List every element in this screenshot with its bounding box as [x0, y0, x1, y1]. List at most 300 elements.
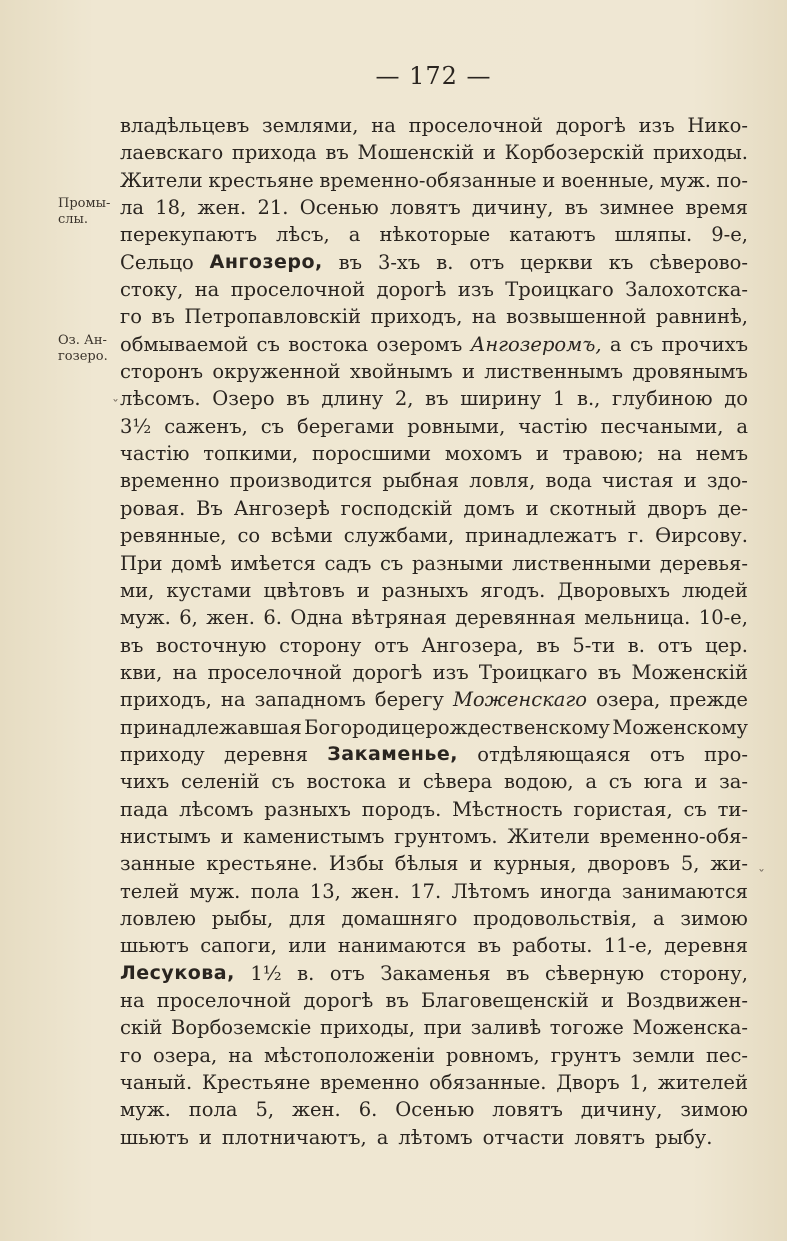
- word: чистая: [602, 469, 674, 493]
- word: военные,: [560, 168, 655, 192]
- word: бѣлыя: [394, 852, 459, 876]
- word: дорогѣ: [352, 660, 423, 684]
- word: зимнее: [599, 196, 675, 220]
- word: деревня: [224, 742, 308, 766]
- text-line: [120, 714, 748, 741]
- word: немъ: [695, 442, 748, 466]
- text-line: [120, 249, 748, 276]
- word: чаный.: [120, 1071, 193, 1095]
- text-line: [120, 522, 748, 549]
- place-name: Закаменье,: [327, 742, 458, 765]
- word: сѣверово-: [649, 250, 748, 274]
- word: Въ: [196, 496, 223, 520]
- word: рыбу.: [654, 1125, 713, 1149]
- word: мохомъ: [444, 442, 523, 466]
- word: 6,: [179, 606, 198, 630]
- word: Ангозера,: [421, 633, 524, 657]
- word: ровномъ,: [445, 1043, 540, 1067]
- text-line: [120, 741, 748, 768]
- word: 10-е,: [698, 606, 748, 630]
- word: Моженскій: [631, 660, 748, 684]
- word: Троицкаго: [478, 660, 588, 684]
- text-line: [120, 467, 748, 494]
- word: къ: [608, 250, 634, 274]
- word: домашняго: [341, 906, 458, 930]
- word: жи-: [710, 852, 748, 876]
- word: ловятъ: [574, 1125, 645, 1149]
- word: лѣсомъ: [179, 797, 254, 821]
- word: водою,: [503, 770, 574, 794]
- word: 1½: [250, 961, 282, 985]
- word: въ: [286, 387, 310, 411]
- word: а: [653, 906, 665, 930]
- word: отъ: [373, 633, 409, 657]
- word: возвышенной: [506, 305, 647, 329]
- word: и: [220, 824, 234, 848]
- text-line: [120, 112, 748, 139]
- word: дорогѣ: [303, 989, 374, 1012]
- word: 3-хъ: [377, 250, 421, 274]
- word: на: [194, 278, 220, 302]
- word: ширину: [460, 387, 542, 411]
- word: отъ: [469, 250, 505, 274]
- word: При: [120, 551, 163, 575]
- text-line: [120, 632, 748, 659]
- word: частію: [120, 442, 190, 466]
- word: до: [724, 387, 748, 411]
- word: озера,: [596, 688, 661, 712]
- word: а: [348, 223, 361, 247]
- word: про-: [704, 742, 748, 766]
- text-line: [120, 768, 748, 795]
- word: жен.: [206, 606, 255, 630]
- word: зимою: [680, 906, 748, 930]
- word: на: [228, 1043, 253, 1067]
- text-line: [120, 659, 748, 686]
- word: на: [371, 114, 396, 137]
- text-line: [120, 139, 748, 166]
- word: шьютъ: [120, 934, 189, 958]
- word: 1,: [629, 1071, 649, 1095]
- word: принадлежатъ: [465, 524, 617, 548]
- word: Одна: [290, 606, 343, 630]
- word: изъ: [432, 660, 469, 684]
- word: озеромъ: [376, 332, 463, 356]
- word: ревянные,: [120, 524, 227, 548]
- word: муж.: [660, 168, 711, 192]
- word: дорогѣ: [376, 278, 447, 302]
- word: приходу: [120, 742, 205, 766]
- word: Лѣтомъ: [451, 879, 530, 903]
- word: и: [198, 1125, 212, 1149]
- word: зимою: [680, 1098, 748, 1122]
- word: тогоже: [549, 1016, 624, 1040]
- text-line: [120, 221, 748, 248]
- word: на: [120, 989, 145, 1012]
- word: Дворъ: [556, 1071, 620, 1095]
- word: и: [356, 578, 370, 602]
- word: а: [736, 414, 748, 438]
- word: дворовъ: [587, 852, 670, 876]
- word: людей: [682, 578, 748, 602]
- word: со: [237, 524, 261, 548]
- word: въ: [385, 989, 409, 1012]
- word: ровая.: [120, 496, 186, 520]
- word: 21.: [257, 196, 289, 220]
- word: прихода: [231, 141, 317, 165]
- text-line: [120, 1042, 748, 1069]
- word: лиственнымъ: [484, 360, 623, 384]
- word: разныхъ: [264, 797, 351, 821]
- word: землями,: [262, 114, 359, 137]
- word: отдѣляющаяся: [477, 742, 631, 766]
- word: 2,: [394, 387, 414, 411]
- word: съ: [260, 414, 285, 438]
- word: травою;: [562, 442, 644, 466]
- word: и: [461, 360, 475, 384]
- word: отъ: [657, 633, 693, 657]
- word: Корбозерскій: [504, 141, 645, 165]
- word: жен.: [292, 1098, 341, 1122]
- word: и: [482, 141, 496, 165]
- word: въ: [477, 934, 501, 958]
- word: 9-е,: [711, 223, 748, 247]
- word: 18,: [155, 196, 187, 220]
- word: юга: [643, 770, 683, 794]
- word: муж.: [189, 879, 241, 903]
- word: Дворовыхъ: [557, 578, 670, 602]
- word: временно: [120, 469, 220, 493]
- word: а: [609, 332, 622, 356]
- word: на: [220, 688, 246, 712]
- text-line: [120, 796, 748, 823]
- word: го: [120, 1043, 142, 1067]
- text-line: [120, 1014, 748, 1041]
- word: муж.: [120, 1098, 171, 1122]
- word: катаютъ: [509, 223, 596, 247]
- word: ягодъ.: [480, 578, 546, 602]
- word: породъ.: [361, 797, 442, 821]
- body-text: [120, 112, 748, 1151]
- word: дичину,: [580, 1098, 663, 1122]
- word: хвойнымъ: [349, 360, 453, 384]
- text-line: [120, 495, 748, 522]
- word: прежде: [669, 688, 748, 712]
- text-line: [120, 850, 748, 877]
- word: обмываемой: [120, 332, 249, 356]
- word: жителей: [657, 1071, 748, 1095]
- word: въ: [338, 250, 363, 274]
- word: поросшими: [312, 442, 432, 466]
- word: разныхъ: [381, 578, 469, 602]
- word: продовольствія,: [473, 906, 638, 930]
- word: здо-: [706, 469, 748, 493]
- word: кустами: [166, 578, 252, 602]
- word: церкви: [520, 250, 593, 274]
- word: Благовещенскій: [421, 989, 589, 1012]
- text-line: [120, 604, 748, 631]
- word: 6.: [358, 1098, 378, 1122]
- word: Осенью: [395, 1098, 475, 1122]
- word: 13,: [309, 879, 341, 903]
- word: берегами: [297, 414, 395, 438]
- word: Избы: [328, 852, 384, 876]
- word: а: [585, 770, 597, 794]
- text-line: [120, 358, 748, 385]
- word: и: [683, 469, 697, 493]
- text-line: [120, 686, 748, 713]
- word: съ: [380, 551, 404, 575]
- word: востока: [288, 332, 369, 356]
- word: длину: [321, 387, 384, 411]
- text-line: [120, 167, 748, 194]
- word: равнинѣ,: [655, 305, 748, 329]
- word: и: [535, 442, 549, 466]
- text-line: [120, 194, 748, 221]
- word: занные: [120, 852, 196, 876]
- word: Петропавловскій: [184, 305, 362, 329]
- word: приходъ,: [370, 305, 463, 329]
- word: сторону,: [659, 961, 748, 985]
- word: 6.: [263, 606, 282, 630]
- word: проселочной: [207, 660, 343, 684]
- word: сѣвера: [422, 770, 493, 794]
- word: и: [694, 770, 708, 794]
- word: съ: [629, 332, 654, 356]
- word: гористая,: [573, 797, 673, 821]
- word: г.: [627, 524, 645, 548]
- word: стоку,: [120, 278, 184, 302]
- text-line: [120, 413, 748, 440]
- text-line: [120, 331, 748, 358]
- word: телей: [120, 879, 180, 903]
- word: и: [601, 989, 615, 1012]
- word: на: [471, 305, 497, 329]
- word: нанимаются: [337, 934, 467, 958]
- margin-note-industries: Промы- слы.: [58, 196, 111, 227]
- word: крестьяне.: [206, 852, 318, 876]
- word: пола: [250, 879, 300, 903]
- text-line: [120, 1096, 748, 1123]
- word: нѣкоторые: [379, 223, 491, 247]
- word: сторону: [279, 633, 362, 657]
- word: 5-ти: [572, 633, 616, 657]
- word: ловля,: [469, 469, 536, 493]
- word: лѣсъ,: [276, 223, 330, 247]
- word: ровными,: [407, 414, 506, 438]
- word: скотный: [549, 496, 637, 520]
- word: и: [398, 770, 412, 794]
- word: нистымъ: [120, 824, 211, 848]
- word: лиственными: [511, 551, 652, 575]
- word: грунтъ: [550, 1043, 622, 1067]
- place-name: Лесукова,: [120, 961, 235, 984]
- margin-mark: ˇ: [112, 398, 119, 414]
- word: дичину,: [471, 196, 554, 220]
- text-line: [120, 577, 748, 604]
- word: съ: [608, 770, 633, 794]
- word: Мошенскій: [357, 141, 475, 165]
- word: селеній: [181, 770, 260, 794]
- word: лаевскаго: [120, 141, 224, 165]
- word: Нико-: [687, 114, 748, 137]
- word: де-: [717, 496, 748, 520]
- word: для: [288, 906, 326, 930]
- word: шляпы.: [614, 223, 693, 247]
- word: Моженскому: [612, 715, 748, 739]
- word: Крестьяне: [201, 1071, 311, 1095]
- word: востока: [306, 770, 387, 794]
- word: деревянная: [455, 606, 576, 630]
- text-line: [120, 905, 748, 932]
- word: деревня: [664, 934, 748, 958]
- word: 11-е,: [603, 934, 653, 958]
- word: земли: [632, 1043, 695, 1067]
- word: в.: [297, 961, 315, 985]
- word: приходъ,: [120, 688, 212, 712]
- word: в.,: [577, 387, 601, 411]
- word: крестьяне: [208, 168, 314, 192]
- word: временно: [319, 1071, 420, 1095]
- margin-mark: ˇ: [758, 868, 765, 884]
- word: въ: [120, 633, 144, 657]
- word: 1: [552, 387, 566, 411]
- word: западномъ: [254, 688, 366, 712]
- word: дорогѣ: [555, 114, 626, 137]
- word: или: [288, 934, 327, 958]
- text-line: [120, 1069, 748, 1096]
- word: ловятъ: [492, 1098, 563, 1122]
- word: отъ: [329, 961, 365, 985]
- word: деревья-: [659, 551, 748, 575]
- word: заливѣ: [470, 1016, 542, 1040]
- word: лѣсомъ.: [120, 387, 201, 411]
- word: кви,: [120, 660, 163, 684]
- word: владѣльцевъ: [120, 114, 250, 137]
- text-line: [120, 932, 748, 959]
- word: ми,: [120, 578, 155, 602]
- word: по-: [716, 168, 748, 192]
- word: службами,: [343, 524, 455, 548]
- word: разными: [411, 551, 504, 575]
- word: Троицкаго: [505, 278, 614, 302]
- word: рыбная: [382, 469, 460, 493]
- word: на: [657, 442, 683, 466]
- word: берегу: [374, 688, 444, 712]
- word: окруженной: [212, 360, 341, 384]
- word: садъ: [324, 551, 372, 575]
- word: при: [423, 1016, 463, 1040]
- word: 5,: [255, 1098, 275, 1122]
- word: частію: [518, 414, 588, 438]
- word: Мѣстность: [452, 797, 563, 821]
- word: ловлею: [120, 906, 197, 930]
- word: Закаменья: [380, 961, 491, 985]
- word: домѣ: [171, 551, 222, 575]
- word: въ: [536, 633, 560, 657]
- word: принадлежавшая: [120, 715, 302, 739]
- word: ловятъ: [390, 196, 461, 220]
- word: Моженска-: [632, 1016, 748, 1040]
- word: Жители: [507, 824, 590, 848]
- word: сѣверную: [544, 961, 645, 985]
- word: за-: [719, 770, 748, 794]
- word: временно-обя-: [599, 824, 748, 848]
- word: въ: [564, 196, 589, 220]
- word: ла: [120, 196, 145, 220]
- margin-note-lake-angozero: Оз. Ан- гозеро.: [58, 333, 108, 364]
- text-line: [120, 550, 748, 577]
- word: пола: [188, 1098, 238, 1122]
- word: Ѳирсову.: [655, 524, 748, 548]
- page-number: — 172 —: [375, 62, 492, 90]
- word: глубиною: [612, 387, 713, 411]
- text-line: [120, 303, 748, 330]
- word: жен.: [351, 879, 400, 903]
- word: изъ: [638, 114, 675, 137]
- word: домъ: [463, 496, 515, 520]
- word: восточную: [156, 633, 267, 657]
- word: съ: [683, 797, 707, 821]
- word: грунтомъ.: [394, 824, 498, 848]
- text-line: [120, 987, 748, 1014]
- word: въ: [597, 660, 622, 684]
- word: сапоги,: [200, 934, 277, 958]
- word: проселочной: [408, 114, 544, 137]
- word: Жители: [120, 168, 203, 192]
- word: жен.: [197, 196, 247, 220]
- word: временно-обязанные: [319, 168, 537, 192]
- word: изъ: [457, 278, 494, 302]
- word: мѣстоположеніи: [263, 1043, 435, 1067]
- word: обязанные.: [429, 1071, 547, 1095]
- word: мельница.: [584, 606, 691, 630]
- word: в.: [627, 633, 645, 657]
- word: вѣтряная: [351, 606, 447, 630]
- word: производится: [229, 469, 373, 493]
- word: на: [172, 660, 198, 684]
- word: вода: [545, 469, 592, 493]
- word: сторонъ: [120, 360, 204, 384]
- word: и: [525, 496, 539, 520]
- italic-word: Моженскаго: [452, 688, 588, 712]
- italic-word: Ангозеромъ,: [470, 332, 602, 356]
- word: песчаными,: [600, 414, 724, 438]
- word: имѣется: [230, 551, 316, 575]
- word: 5,: [680, 852, 700, 876]
- word: въ: [325, 141, 349, 165]
- word: всѣми: [271, 524, 333, 548]
- word: саженъ,: [164, 414, 248, 438]
- word: и: [469, 852, 483, 876]
- place-name: Ангозеро,: [209, 250, 323, 273]
- word: а: [376, 1125, 389, 1149]
- word: отчасти: [482, 1125, 565, 1149]
- word: в.: [436, 250, 454, 274]
- word: проселочной: [230, 278, 366, 302]
- word: го: [120, 305, 142, 329]
- word: Ворбоземскіе: [171, 1016, 312, 1040]
- word: скій: [120, 1016, 163, 1040]
- word: работы.: [512, 934, 593, 958]
- word: 17.: [410, 879, 442, 903]
- word: каменистымъ: [243, 824, 385, 848]
- word: цвѣтовъ: [263, 578, 345, 602]
- word: курныя,: [493, 852, 577, 876]
- word: занимаются: [621, 879, 748, 903]
- word: приходы,: [319, 1016, 415, 1040]
- word: господскій: [340, 496, 453, 520]
